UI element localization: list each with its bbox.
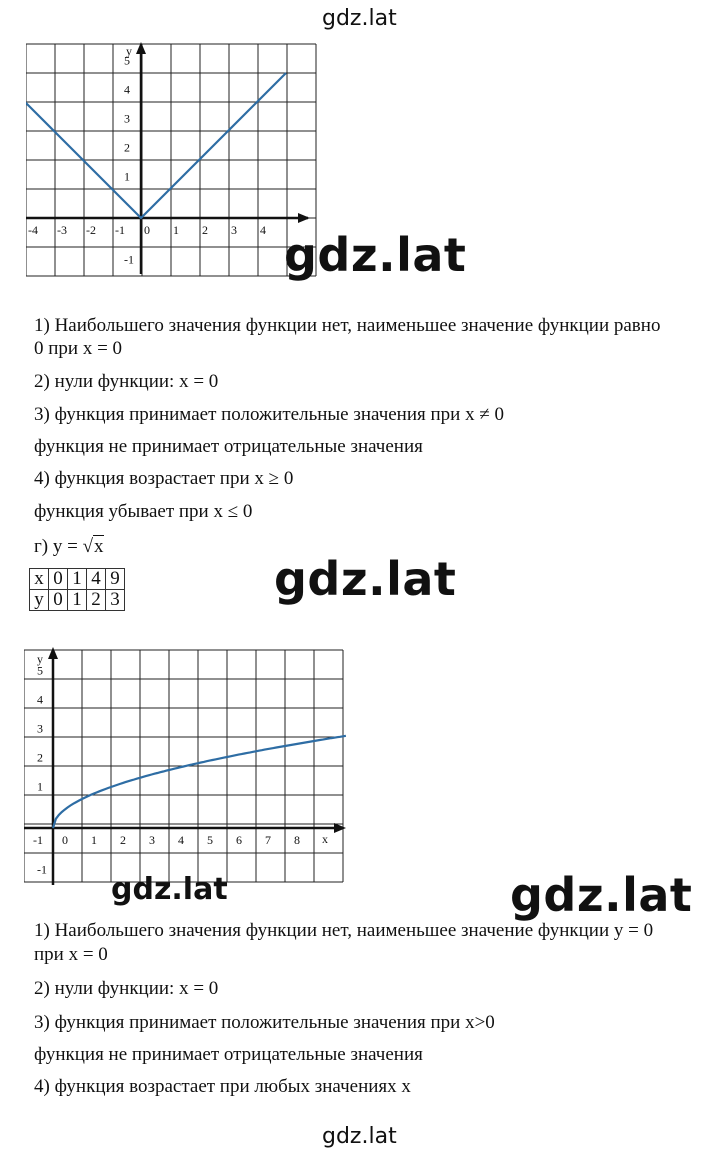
x-tick-label: 2 <box>120 833 126 847</box>
y-tick-label: 2 <box>124 140 130 155</box>
s1-item3b: функция не принимает отрицательные значения <box>34 436 423 457</box>
y-tick-label: 4 <box>124 82 130 97</box>
x-tick-label: 4 <box>178 833 184 847</box>
x-tick-label: 8 <box>294 833 300 847</box>
graph-sqrt-x <box>24 647 349 887</box>
y-tick-label: 5 <box>37 663 43 678</box>
s2-item2: 2) нули функции: x = 0 <box>34 978 219 999</box>
x-tick-label: -4 <box>28 223 38 237</box>
y-tick-label: -1 <box>37 862 47 877</box>
table-cell: 4 <box>87 569 106 590</box>
table-cell: y <box>30 590 49 611</box>
s1-item1-line2: 0 при x = 0 <box>34 338 123 359</box>
table-cell: 3 <box>106 590 125 611</box>
x-tick-label: 4 <box>260 223 266 237</box>
x-tick-label: -1 <box>115 223 125 237</box>
y-tick-label: 2 <box>37 750 43 765</box>
y-tick-label: 4 <box>37 692 43 707</box>
table-cell: 0 <box>49 569 68 590</box>
s1-item2: 2) нули функции: x = 0 <box>34 371 219 392</box>
table-cell: x <box>30 569 49 590</box>
x-tick-label: 0 <box>62 833 68 847</box>
table-cell: 0 <box>49 590 68 611</box>
table-cell: 1 <box>68 569 87 590</box>
y-tick-label: -1 <box>124 252 134 267</box>
y-tick-label: 3 <box>37 721 43 736</box>
sqrt-radicand: x <box>94 536 104 557</box>
s2-item4: 4) функция возрастает при любых значениях x <box>34 1076 411 1097</box>
x-tick-label: 1 <box>91 833 97 847</box>
watermark-big-2: gdz.lat <box>274 552 457 606</box>
y-tick-label: 5 <box>124 53 130 68</box>
graph1-grid <box>26 44 316 276</box>
table-cell: 9 <box>106 569 125 590</box>
x-tick-label: 6 <box>236 833 242 847</box>
table-cell: 1 <box>68 590 87 611</box>
graph2-curve <box>53 736 346 828</box>
watermark-big-1: gdz.lat <box>284 228 467 282</box>
values-table <box>29 568 125 611</box>
graph1-y-label: y <box>126 44 132 58</box>
y-tick-label: 3 <box>124 111 130 126</box>
x-tick-label: 3 <box>149 833 155 847</box>
s1-item4b: функция убывает при x ≤ 0 <box>34 501 253 522</box>
watermark-top: gdz.lat <box>322 6 397 31</box>
s1-item4: 4) функция возрастает при x ≥ 0 <box>34 468 294 489</box>
graph2-x-label: x <box>322 832 328 846</box>
s2-item3: 3) функция принимает положительные значения при x>0 <box>34 1012 495 1033</box>
watermark-big-3: gdz.lat <box>510 868 693 922</box>
s1-item1-line1: 1) Наибольшего значения функции нет, наименьшее значение функции равно <box>34 315 661 336</box>
graph1-x-arrow <box>298 213 310 223</box>
x-tick-label: 5 <box>207 833 213 847</box>
graph-abs-x <box>26 42 326 297</box>
graph2-y-label: y <box>37 652 43 666</box>
s2-item1-line1: 1) Наибольшего значения функции нет, наименьшее значение функции y = 0 <box>34 920 654 941</box>
s2-item1-line2: при x = 0 <box>34 944 108 965</box>
table-row-y <box>30 590 125 611</box>
y-tick-label: 1 <box>124 169 130 184</box>
table-cell: 2 <box>87 590 106 611</box>
function-prefix: г) y = <box>34 536 83 557</box>
x-tick-label: 0 <box>144 223 150 237</box>
watermark-mid: gdz.lat <box>111 872 228 907</box>
x-tick-label: 7 <box>265 833 271 847</box>
s1-item3: 3) функция принимает положительные значения при x ≠ 0 <box>34 404 505 425</box>
watermark-bottom: gdz.lat <box>322 1124 397 1149</box>
function-label <box>34 535 104 559</box>
table-row-x <box>30 569 125 590</box>
x-tick-label: -1 <box>33 833 43 847</box>
x-tick-label: 3 <box>231 223 237 237</box>
x-tick-label: -2 <box>86 223 96 237</box>
sqrt-symbol: √ <box>82 536 94 557</box>
graph2-y-arrow <box>48 647 58 659</box>
graph1-curve <box>26 73 286 218</box>
x-tick-label: 1 <box>173 223 179 237</box>
y-tick-label: 1 <box>37 779 43 794</box>
x-tick-label: -3 <box>57 223 67 237</box>
sqrt-expression <box>83 535 104 559</box>
x-tick-label: 2 <box>202 223 208 237</box>
s2-item3b: функция не принимает отрицательные значения <box>34 1044 423 1065</box>
